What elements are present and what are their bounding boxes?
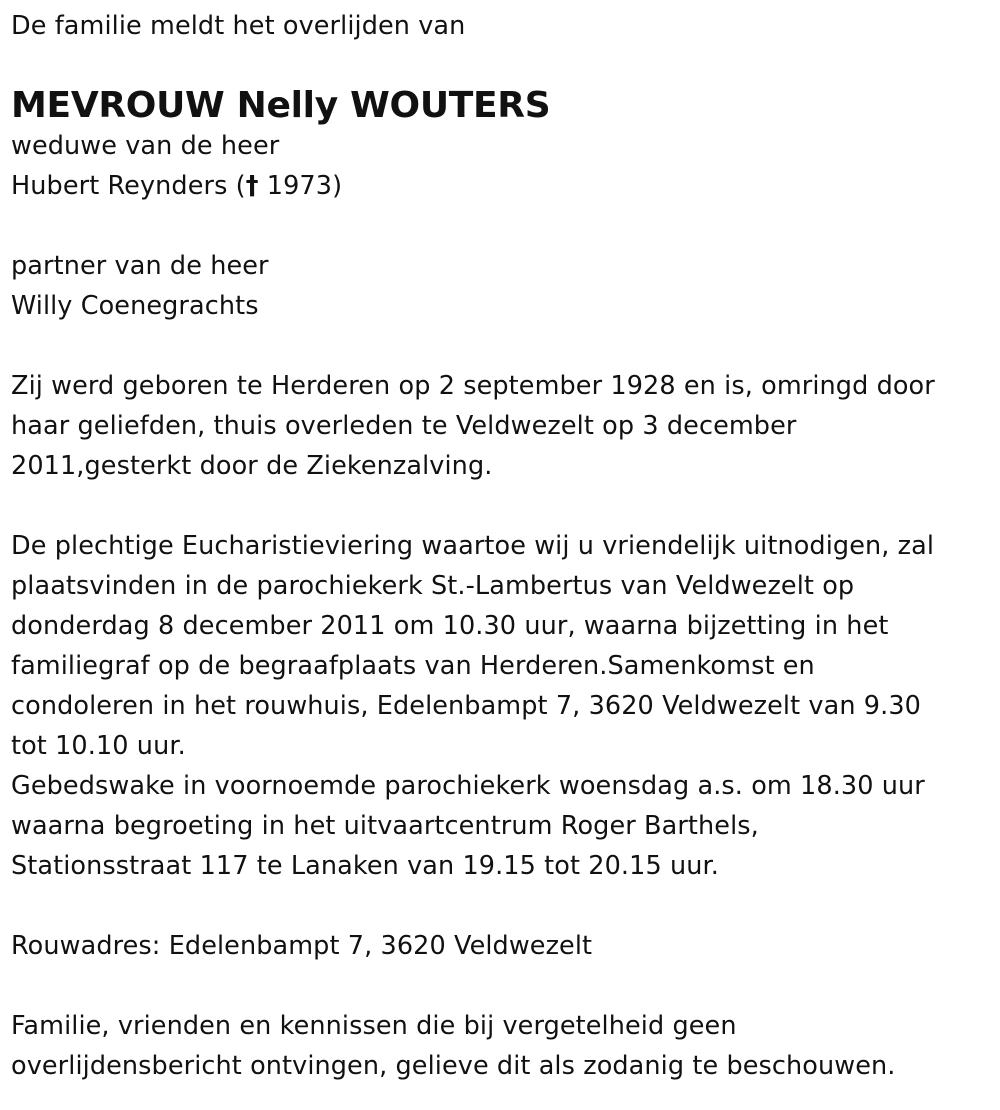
paragraph-line: Zij werd geboren te Herderen op 2 september 1928 en is, omringd door: [11, 371, 935, 401]
paragraph-line: Familie, vrienden en kennissen die bij vergetelheid geen: [11, 1011, 737, 1041]
obituary-notice: [11, 0, 991, 1086]
paragraph-line: familiegraf op de begraafplaats van Herderen.Samenkomst en: [11, 651, 815, 681]
paragraph-line: waarna begroeting in het uitvaartcentrum Roger Barthels,: [11, 811, 759, 841]
spacer: [11, 966, 991, 1006]
paragraph-line: Gebedswake in voornoemde parochiekerk woensdag a.s. om 18.30 uur: [11, 771, 925, 801]
spacer: [11, 326, 991, 366]
late-husband-line: [11, 166, 991, 206]
paragraph-line: donderdag 8 december 2011 om 10.30 uur, waarna bijzetting in het: [11, 611, 889, 641]
ceremony-paragraph: [11, 526, 991, 886]
birth-death-paragraph: [11, 366, 991, 486]
spacer: [11, 486, 991, 526]
paragraph-line: overlijdensbericht ontvingen, gelieve dit als zodanig te beschouwen.: [11, 1051, 896, 1081]
late-husband-name: Hubert Reynders (: [11, 171, 246, 201]
closing-paragraph: [11, 1006, 991, 1086]
deceased-name: MEVROUW Nelly WOUTERS: [11, 85, 551, 126]
late-husband-year: 1973): [258, 171, 343, 201]
paragraph-line: Stationsstraat 117 te Lanaken van 19.15 tot 20.15 uur.: [11, 851, 719, 881]
intro-text: De familie meldt het overlijden van: [11, 11, 466, 41]
paragraph-line: tot 10.10 uur.: [11, 731, 186, 761]
spacer: [11, 206, 991, 246]
cross-icon: †: [245, 171, 259, 201]
paragraph-line: haar geliefden, thuis overleden te Veldwezelt op 3 december: [11, 411, 797, 441]
partner-label: partner van de heer: [11, 251, 269, 281]
mourning-address: Rouwadres: Edelenbampt 7, 3620 Veldwezelt: [11, 931, 593, 961]
paragraph-line: plaatsvinden in de parochiekerk St.-Lambertus van Veldwezelt op: [11, 571, 855, 601]
spacer: [11, 886, 991, 926]
paragraph-line: 2011,gesterkt door de Ziekenzalving.: [11, 451, 493, 481]
partner-name: Willy Coenegrachts: [11, 291, 259, 321]
paragraph-line: condoleren in het rouwhuis, Edelenbampt 7, 3620 Veldwezelt van 9.30: [11, 691, 921, 721]
widow-label: weduwe van de heer: [11, 131, 280, 161]
paragraph-line: De plechtige Eucharistieviering waartoe wij u vriendelijk uitnodigen, zal: [11, 531, 935, 561]
spacer: [11, 46, 991, 86]
